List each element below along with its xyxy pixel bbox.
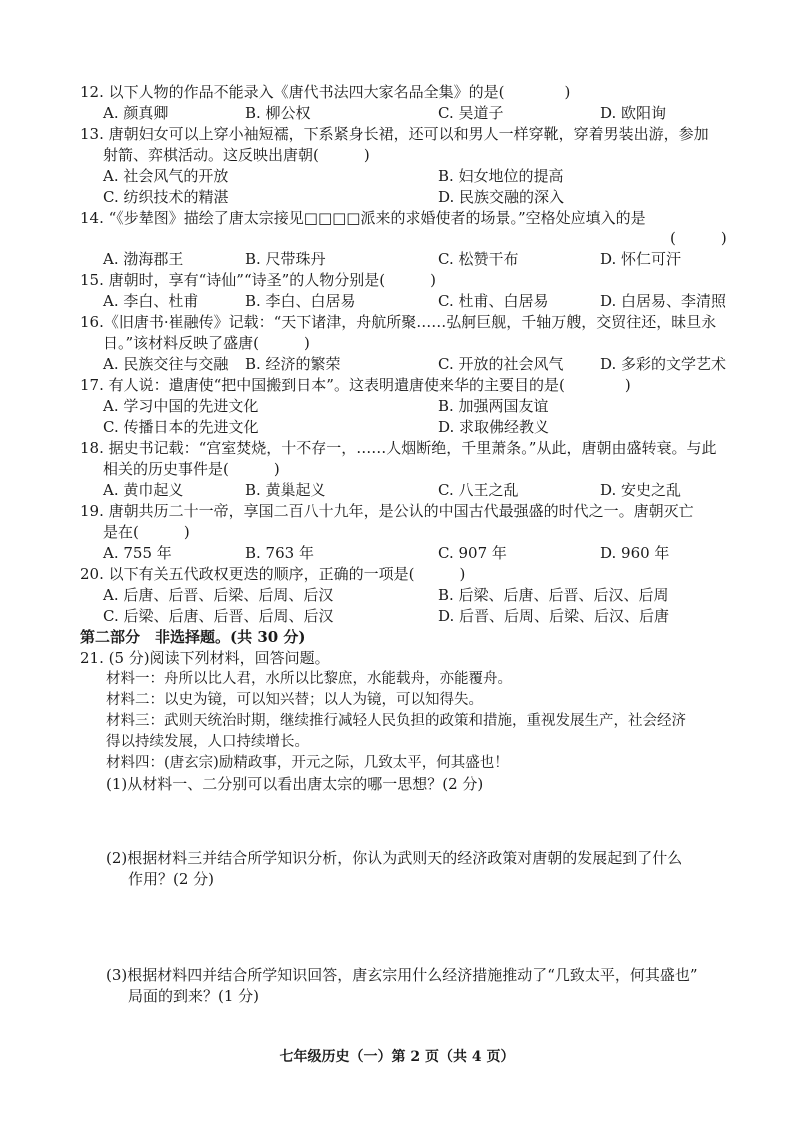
q17-option-b: B. 加强两国友谊 (438, 397, 549, 415)
q17-option-c: C. 传播日本的先进文化 (103, 418, 259, 436)
sub-question-3-line2: 局面的到来？(1 分) (128, 987, 260, 1005)
q13-option-c: C. 纺织技术的精湛 (103, 188, 229, 206)
q16-option-a: A. 民族交往与交融 (103, 355, 229, 373)
sub-question-2-line1: (2)根据材料三并结合所学知识分析，你认为武则天的经济政策对唐朝的发展起到了什么 (106, 849, 683, 867)
question-21-intro: 21. (5 分)阅读下列材料，回答问题。 (80, 649, 330, 667)
q19-option-a: A. 755 年 (103, 544, 172, 562)
question-15-stem: 15. 唐朝时，享有“诗仙”“诗圣”的人物分别是( ) (80, 271, 437, 289)
q18-option-b: B. 黄巢起义 (245, 481, 326, 499)
q17-option-a: A. 学习中国的先进文化 (103, 397, 259, 415)
q20-option-a: A. 后唐、后晋、后梁、后周、后汉 (103, 586, 334, 604)
q16-option-b: B. 经济的繁荣 (245, 355, 341, 373)
q20-option-c: C. 后梁、后唐、后晋、后周、后汉 (103, 607, 334, 625)
question-13-stem-line2: 射箭、弈棋活动。这反映出唐朝( ) (103, 146, 370, 164)
q13-option-b: B. 妇女地位的提高 (438, 167, 564, 185)
q20-option-b: B. 后梁、后唐、后晋、后汉、后周 (438, 586, 669, 604)
q19-option-c: C. 907 年 (438, 544, 507, 562)
q15-option-c: C. 杜甫、白居易 (438, 292, 549, 310)
question-13-stem-line1: 13. 唐朝妇女可以上穿小袖短襦，下系紧身长裙，还可以和男人一样穿靴，穿着男装出游，参加 (80, 125, 709, 143)
question-16-stem-line1: 16.《旧唐书·崔融传》记载：“天下诸津，舟航所聚……弘舸巨舰，千轴万艘，交贸往还，昧旦永 (80, 313, 717, 331)
q15-option-d: D. 白居易、李清照 (600, 292, 727, 310)
q12-option-c: C. 吴道子 (438, 104, 504, 122)
q14-option-d: D. 怀仁可汗 (600, 250, 682, 268)
question-19-stem-line1: 19. 唐朝共历二十一帝，享国二百八十九年，是公认的中国古代最强盛的时代之一。唐朝灭亡 (80, 502, 694, 520)
q19-option-d: D. 960 年 (600, 544, 670, 562)
q16-option-c: C. 开放的社会风气 (438, 355, 564, 373)
question-14-answer-bracket: ( ) (670, 229, 727, 247)
q13-option-a: A. 社会风气的开放 (103, 167, 229, 185)
question-18-stem-line1: 18. 据史书记载：“宫室焚烧，十不存一，……人烟断绝，千里萧条。”从此，唐朝由盛转衰。与此 (80, 439, 717, 457)
q15-option-a: A. 李白、杜甫 (103, 292, 199, 310)
question-16-stem-line2: 日。”该材料反映了盛唐( ) (103, 334, 310, 352)
question-12-stem: 12. 以下人物的作品不能录入《唐代书法四大家名品全集》的是( ) (80, 83, 571, 101)
q12-option-d: D. 欧阳询 (600, 104, 667, 122)
question-14-stem: 14. “《步辇图》描绘了唐太宗接见□□□□派来的求婚使者的场景。”空格处应填入的是 (80, 209, 646, 227)
sub-question-2-line2: 作用？(2 分) (128, 870, 215, 888)
q18-option-a: A. 黄巾起义 (103, 481, 184, 499)
material-3-line2: 得以持续发展，人口持续增长。 (106, 734, 309, 750)
section-2-title: 第二部分 非选择题。(共 30 分) (80, 628, 306, 646)
q20-option-d: D. 后晋、后周、后梁、后汉、后唐 (438, 607, 670, 625)
material-4: 材料四：(唐玄宗)励精政事，开元之际，几致太平，何其盛也！ (106, 755, 509, 771)
q17-option-d: D. 求取佛经教义 (438, 418, 550, 436)
page-footer: 七年级历史（一）第 2 页（共 4 页） (279, 1049, 515, 1065)
q16-option-d: D. 多彩的文学艺术 (600, 355, 727, 373)
q15-option-b: B. 李白、白居易 (245, 292, 356, 310)
q12-option-a: A. 颜真卿 (103, 104, 169, 122)
question-20-stem: 20. 以下有关五代政权更迭的顺序，正确的一项是( ) (80, 565, 466, 583)
q13-option-d: D. 民族交融的深入 (438, 188, 565, 206)
q14-option-b: B. 尺带珠丹 (245, 250, 326, 268)
q18-option-d: D. 安史之乱 (600, 481, 682, 499)
material-1: 材料一：舟所以比人君，水所以比黎庶，水能载舟，亦能覆舟。 (106, 671, 512, 687)
question-18-stem-line2: 相关的历史事件是( ) (103, 460, 280, 478)
sub-question-3-line1: (3)根据材料四并结合所学知识回答，唐玄宗用什么经济措施推动了“几致太平，何其盛也” (106, 966, 698, 984)
q14-option-c: C. 松赞干布 (438, 250, 519, 268)
question-19-stem-line2: 是在( ) (103, 523, 190, 541)
material-3-line1: 材料三：武则天统治时期，继续推行减轻人民负担的政策和措施，重视发展生产，社会经济 (106, 713, 686, 729)
q12-option-b: B. 柳公权 (245, 104, 311, 122)
q18-option-c: C. 八王之乱 (438, 481, 519, 499)
sub-question-1: (1)从材料一、二分别可以看出唐太宗的哪一思想？(2 分) (106, 775, 484, 793)
q19-option-b: B. 763 年 (245, 544, 314, 562)
question-17-stem: 17. 有人说：遣唐使“把中国搬到日本”。这表明遣唐使来华的主要目的是( ) (80, 376, 631, 394)
material-2: 材料二：以史为镜，可以知兴替；以人为镜，可以知得失。 (106, 692, 483, 708)
q14-option-a: A. 渤海郡王 (103, 250, 184, 268)
